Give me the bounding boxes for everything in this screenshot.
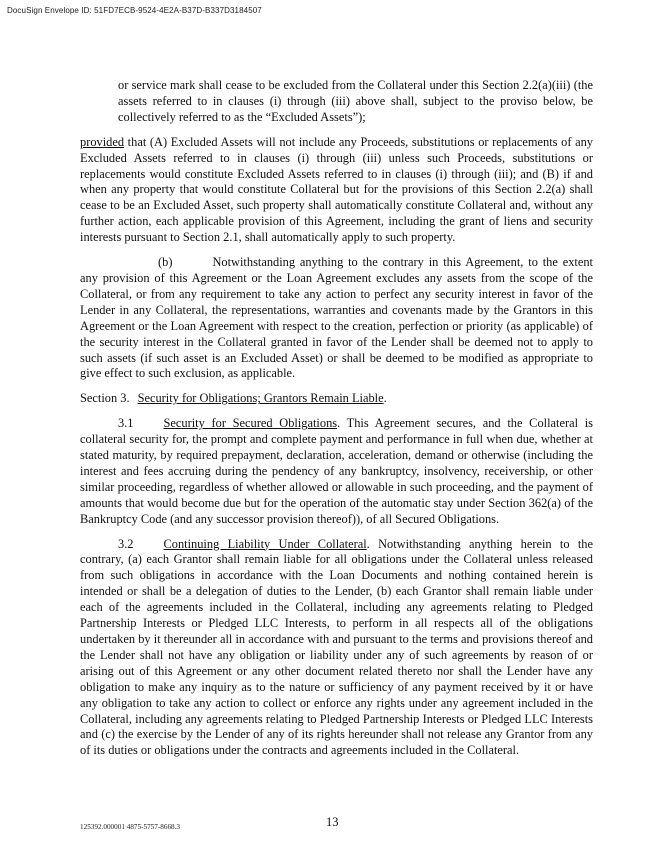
proviso-term: provided: [80, 134, 125, 149]
document-body: [80, 78, 593, 759]
section-3-1-title: Security for Secured Obligations: [163, 416, 338, 431]
paragraph-3-2: [80, 537, 593, 760]
section-3-title: Security for Obligations; Grantors Remain Liable: [137, 391, 384, 406]
section-3-label: Section 3.: [80, 391, 130, 406]
paragraph-3-1: [80, 416, 593, 527]
document-number: 125392.000001 4875-5757-8668.3: [80, 823, 181, 831]
clause-b-text: Notwithstanding anything to the contrary in this Agreement, to the extent any provision of this Agreement or the Loan Agreement excludes any assets from the scope of the Collateral, or from any requirement to take any action to perfect any security interest in favor of the Lender in any Collateral, the representations, warranties and covenants made by the Grantors in this Agreement or the Loan Agreement with respect to the creation, perfection or priority (as applicable) of the security interest in the Collateral granted in favor of the Lender shall be deemed not to apply to such assets (if such asset is an Excluded Asset) or shall be deemed to be modified as appropriate to give effect to such exclusion, as applicable.: [80, 255, 593, 381]
section-3-1-number: 3.1: [118, 416, 134, 431]
section-3-2-number: 3.2: [118, 536, 134, 551]
section-3-1-text: . This Agreement secures, and the Collateral is collateral security for, the prompt and complete payment and performance in full when due, whether at stated maturity, by required prepayment, declaration, acceleration, demand or otherwise (including the interest and fees accruing during the pendency of any bankruptcy, insolvency, receivership, or other similar proceeding, regardless of whether allowed or allowable in such proceeding, and the payment of amounts that would become due but for the operation of the automatic stay under Section 362(a) of the Bankruptcy Code (and any successor provision thereof)), of all Secured Obligations.: [80, 416, 594, 526]
paragraph-proviso: [80, 135, 593, 246]
clause-label-b: (b): [158, 255, 173, 270]
proviso-text: that (A) Excluded Assets will not include any Proceeds, substitutions or replacements of any Excluded Assets referred to in clauses (i) through (iii) unless such Proceeds, substitutions or replacements would constitute Excluded Assets referred to in clauses (i) through (iii); and (B) if and when any property that would constitute Collateral but for the provisions of this Section 2.2(a) shall cease to be an Excluded Asset, such property shall automatically constitute Collateral and, without any further action, each applicable provision of this Agreement, including the grant of liens and security interests pursuant to Section 2.1, shall automatically apply to such property.: [80, 134, 593, 245]
section-3-2-title: Continuing Liability Under Collateral: [163, 536, 367, 551]
docusign-envelope-id: DocuSign Envelope ID: 51FD7ECB-9524-4E2A-B37D-B337D3184507: [7, 6, 262, 15]
section-3-heading: Section 3. Security for Obligations; Grantors Remain Liable.: [80, 391, 387, 406]
section-3-2-text: . Notwithstanding anything herein to the contrary, (a) each Grantor shall remain liable for all obligations under the Collateral unless released from such obligations in accordance with the Loan Documents and nothing contained herein is intended or shall be a delegation of duties to the Lender, (b) each Grantor shall remain liable under each of the agreements included in the Collateral, including any agreements relating to Pledged Partnership Interests or Pledged LLC Interests, to perform in all respects all of the obligations undertaken by it thereunder all in accordance with and pursuant to the terms and provisions thereof and the Lender shall not have any obligation or liability under any of such agreements by reason of or arising out of this Agreement or any other document related thereto nor shall the Lender have any obligation to make any inquiry as to the nature or sufficiency of any payment received by it or have any obligation to take any action to collect or enforce any rights under any agreement included in the Collateral, including any agreements relating to Pledged Partnership Interests or Pledged LLC Interests and (c) the exercise by the Lender of any of its rights hereunder shall not release any Grantor from any of its duties or obligations under the contracts and agreements included in the Collateral.: [80, 536, 593, 758]
paragraph-2-2-b: [80, 255, 593, 382]
page-number: 13: [326, 815, 339, 829]
paragraph-excluded-assets-clause: or service mark shall cease to be excluded from the Collateral under this Section 2.2(a)(iii) (the assets referred to in clauses (i) through (iii) above shall, subject to the proviso below, be collectively referred to as the “Excluded Assets”);: [118, 78, 593, 124]
